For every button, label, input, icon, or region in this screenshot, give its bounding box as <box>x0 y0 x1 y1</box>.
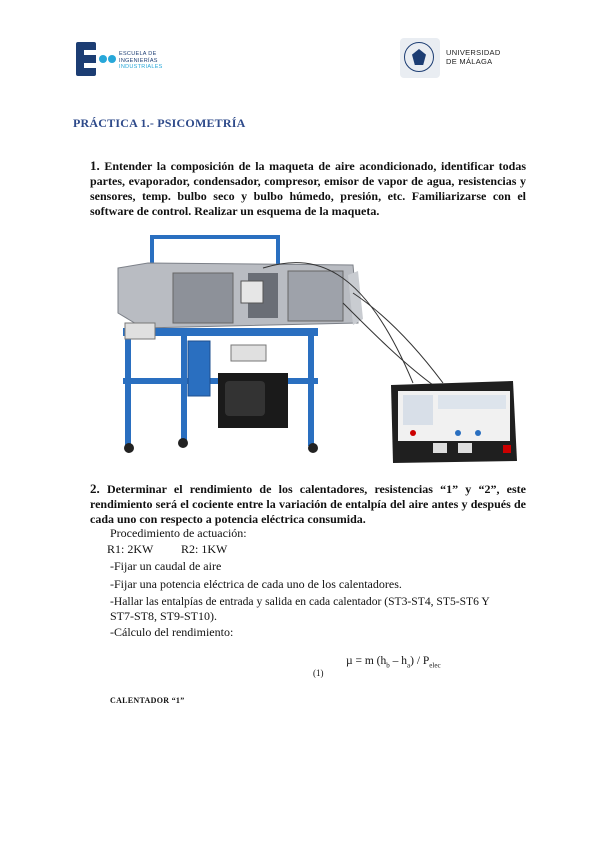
section-1-number: 1. <box>90 158 100 173</box>
section-2-number: 2. <box>90 481 100 496</box>
section-2-paragraph <box>90 481 526 527</box>
logo-dot-2 <box>108 55 116 63</box>
logo-dot-1 <box>99 55 107 63</box>
section-2-text: Determinar el rendimiento de los calentadores, resistencias “1” y “2”, este rendimiento será el cociente entre la variación de entalpía del aire antes y después de cada uno con respecto a potencia eléctrica consumida. <box>90 482 526 526</box>
step-2: -Fijar una potencia eléctrica de cada uno de los calentadores. <box>110 577 402 591</box>
page-title: PRÁCTICA 1.- PSICOMETRÍA <box>73 116 246 130</box>
uma-seal-icon <box>400 38 440 78</box>
uma-logo-text: UNIVERSIDAD DE MÁLAGA <box>446 48 501 66</box>
step-4: -Cálculo del rendimiento: <box>110 625 234 639</box>
resistor-r2: R2: 1KW <box>181 542 228 556</box>
heater-label: CALENTADOR “1” <box>110 696 185 705</box>
procedure-label: Procedimiento de actuación: <box>110 526 247 540</box>
step-3: -Hallar las entalpías de entrada y salida en cada calentador (ST3-ST4, ST5-ST6 Y <box>110 595 490 608</box>
section-1-text: Entender la composición de la maqueta de aire acondicionado, identificar todas partes, evaporador, condensador, compresor, emisor de vapor de agua, resistencias y sensores, temp. bulbo seco y bulbo húmedo, presión, etc. Familiarizarse con el software de control. Realizar un esquema de la maqueta. <box>90 159 527 218</box>
resistor-r1: R1: 2KW <box>107 542 154 556</box>
step-3-continued: ST7-ST8, ST9-ST10). <box>110 609 218 623</box>
air-conditioning-unit-illustration <box>113 233 525 463</box>
escuela-logo-text: ESCUELA DE INGENIERÍAS INDUSTRIALES <box>119 51 163 70</box>
equation-number: (1) <box>313 668 324 678</box>
efficiency-formula: µ = m $(h_b - h_a) / P_{elec}$ <box>346 655 441 670</box>
step-1: -Fijar un caudal de aire <box>110 559 222 573</box>
escuela-logo-icon <box>76 42 96 76</box>
escuela-logo <box>76 40 168 80</box>
uma-logo <box>400 38 500 78</box>
section-1-paragraph <box>90 158 526 219</box>
